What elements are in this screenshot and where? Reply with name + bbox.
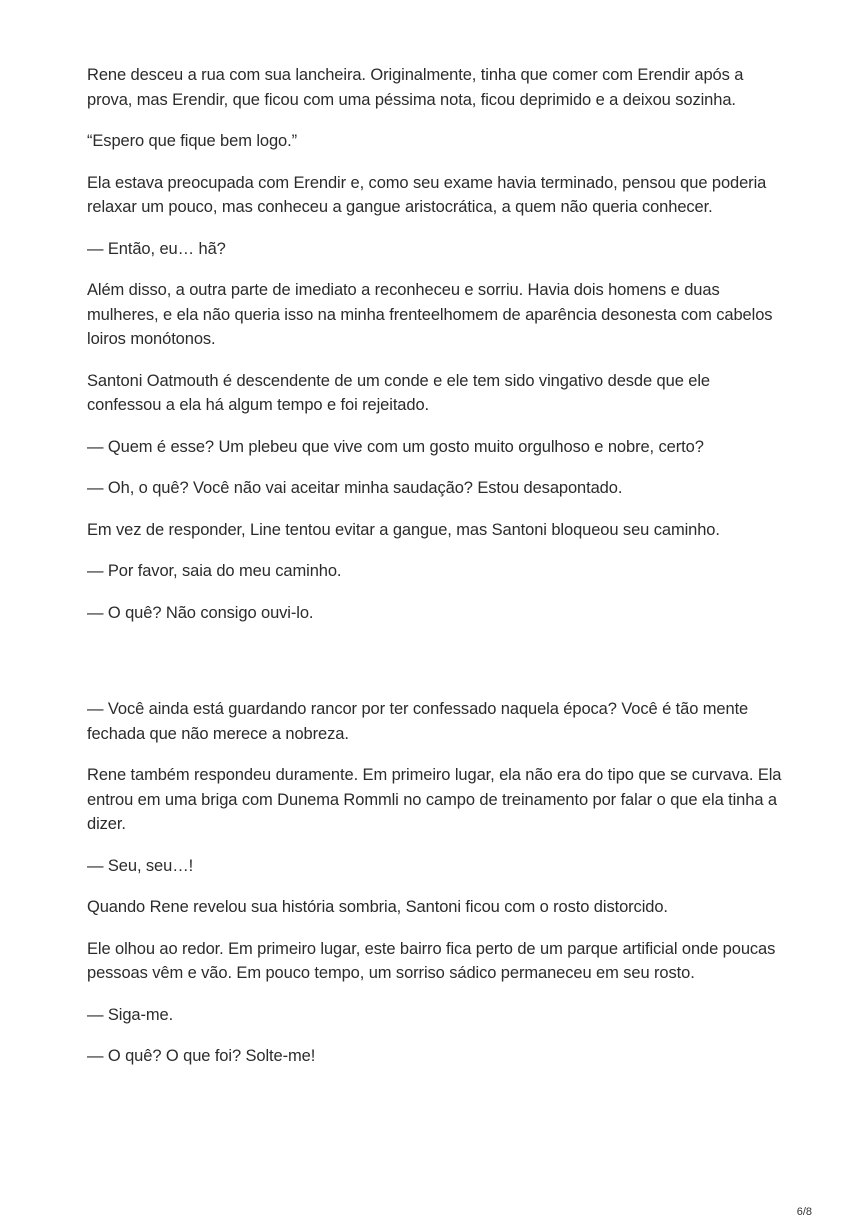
paragraph: Em vez de responder, Line tentou evitar a gangue, mas Santoni bloqueou seu caminho.	[87, 520, 720, 539]
paragraph: — Oh, o quê? Você não vai aceitar minha saudação? Estou desapontado.	[87, 479, 623, 497]
section-gap	[87, 642, 787, 697]
document-body	[87, 63, 787, 1086]
paragraph: — Siga-me.	[87, 1005, 174, 1024]
paragraph: — O quê? Não consigo ouvi-lo.	[87, 603, 314, 622]
paragraph: Além disso, a outra parte de imediato a reconheceu e sorriu. Havia dois homens e duas mulheres, e ela não queria isso na minha frenteelhomem de aparência desonesta com cabelos loiros monótonos.	[87, 281, 773, 348]
paragraph: Rene desceu a rua com sua lancheira. Originalmente, tinha que comer com Erendir após a prova, mas Erendir, que ficou com uma péssima nota, ficou deprimido e a deixou sozinha.	[87, 66, 744, 109]
paragraph: Rene também respondeu duramente. Em primeiro lugar, ela não era do tipo que se curvava. Ela entrou em uma briga com Dunema Rommli no campo de treinamento por falar o que ela tinha a dizer.	[87, 766, 782, 833]
paragraph: Ela estava preocupada com Erendir e, como seu exame havia terminado, pensou que poderia relaxar um pouco, mas conheceu a gangue aristocrática, a quem não queria conhecer.	[87, 173, 767, 216]
page-number: 6/8	[796, 1206, 812, 1218]
paragraph: — O quê? O que foi? Solte-me!	[87, 1047, 316, 1065]
paragraph: Santoni Oatmouth é descendente de um conde e ele tem sido vingativo desde que ele confessou a ela há algum tempo e foi rejeitado.	[87, 371, 710, 414]
paragraph: Ele olhou ao redor. Em primeiro lugar, este bairro fica perto de um parque artificial onde poucas pessoas vêm e vão. Em pouco tempo, um sorriso sádico permaneceu em seu rosto.	[87, 939, 776, 982]
paragraph: Quando Rene revelou sua história sombria, Santoni ficou com o rosto distorcido.	[87, 898, 668, 916]
paragraph: — Você ainda está guardando rancor por ter confessado naquela época? Você é tão mente fechada que não merece a nobreza.	[87, 700, 749, 743]
paragraph: — Então, eu… hã?	[87, 239, 226, 258]
paragraph: — Quem é esse? Um plebeu que vive com um gosto muito orgulhoso e nobre, certo?	[87, 437, 704, 456]
paragraph: “Espero que fique bem logo.”	[87, 132, 297, 150]
paragraph: — Seu, seu…!	[87, 856, 194, 875]
paragraph: — Por favor, saia do meu caminho.	[87, 562, 342, 580]
